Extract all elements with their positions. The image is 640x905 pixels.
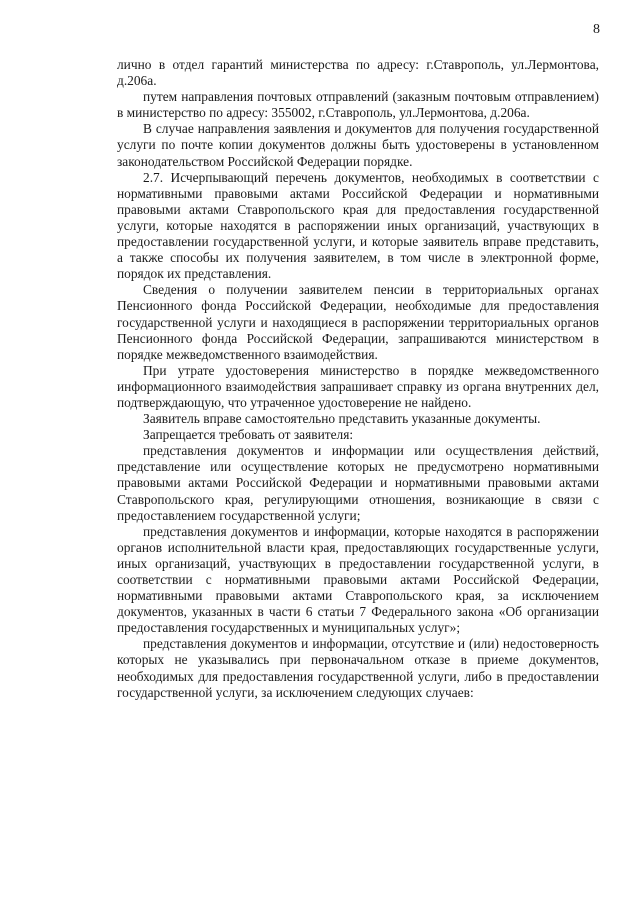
paragraph-lost-certificate: При утрате удостоверения министерство в порядке межведомственного информационного взаимодействия запрашивает справку из органа внутренних дел, подтверждающую, что утраченное удостоверение не найдено. xyxy=(117,362,599,410)
paragraph-prohibited-item-1: представления документов и информации или осуществления действий, представление или осуществление которых не предусмотрено нормативными правовыми актами Российской Федерации и нормативными правовыми актами Ставропольского края, регулирующими отношения, возникающие в связи с предоставлением государственной услуги; xyxy=(117,443,599,523)
paragraph-pension-info: Сведения о получении заявителем пенсии в территориальных органах Пенсионного фонда Российской Федерации, необходимые для предоставления государственной услуги и находящиеся в распоряжении территориальных органов Пенсионного фонда Российской Федерации, запрашиваются министерством в порядке межведомственного взаимодействия. xyxy=(117,282,599,362)
paragraph-prohibited-item-2: представления документов и информации, которые находятся в распоряжении органов исполнительной власти края, предоставляющих государственные услуги, иных организаций, участвующих в предоставлении государственной услуги, в соответствии с нормативными правовыми актами Российской Федерации, нормативными правовыми актами Ставропольского края, за исключением документов, указанных в части 6 статьи 7 Федерального закона «Об организации предоставления государственных и муниципальных услуг»; xyxy=(117,523,599,636)
paragraph-postal-submission: путем направления почтовых отправлений (заказным почтовым отправлением) в министерство по адресу: 355002, г.Ставрополь, ул.Лермонтова, д.206а. xyxy=(117,89,599,121)
paragraph-section-2-7: 2.7. Исчерпывающий перечень документов, необходимых в соответствии с нормативными правовыми актами Российской Федерации и нормативными правовыми актами Ставропольского края для предоставления государственной услуги, которые находятся в распоряжении иных организаций, участвующих в предоставлении государственной услуги, и которые заявитель вправе представить, а также способы их получения заявителем, в том числе в электронной форме, порядок их представления. xyxy=(117,169,599,282)
paragraph-postal-copies-certification: В случае направления заявления и документов для получения государственной услуги по почте копии документов должны быть удостоверены в установленном законодательством Российской Федерации порядке. xyxy=(117,121,599,169)
paragraph-applicant-right: Заявитель вправе самостоятельно представить указанные документы. xyxy=(143,411,541,427)
paragraph-prohibited-item-3: представления документов и информации, отсутствие и (или) недостоверность которых не указывались при первоначальном отказе в приеме документов, необходимых для предоставления государственной услуги, либо в предоставлении государственной услуги, за исключением следующих случаев: xyxy=(117,636,599,700)
paragraph-prohibited-intro: Запрещается требовать от заявителя: xyxy=(143,427,354,443)
paragraph-personal-submission: лично в отдел гарантий министерства по адресу: г.Ставрополь, ул.Лермонтова, д.206а. xyxy=(117,57,599,89)
document-body xyxy=(117,57,599,701)
page-number: 8 xyxy=(593,22,600,37)
